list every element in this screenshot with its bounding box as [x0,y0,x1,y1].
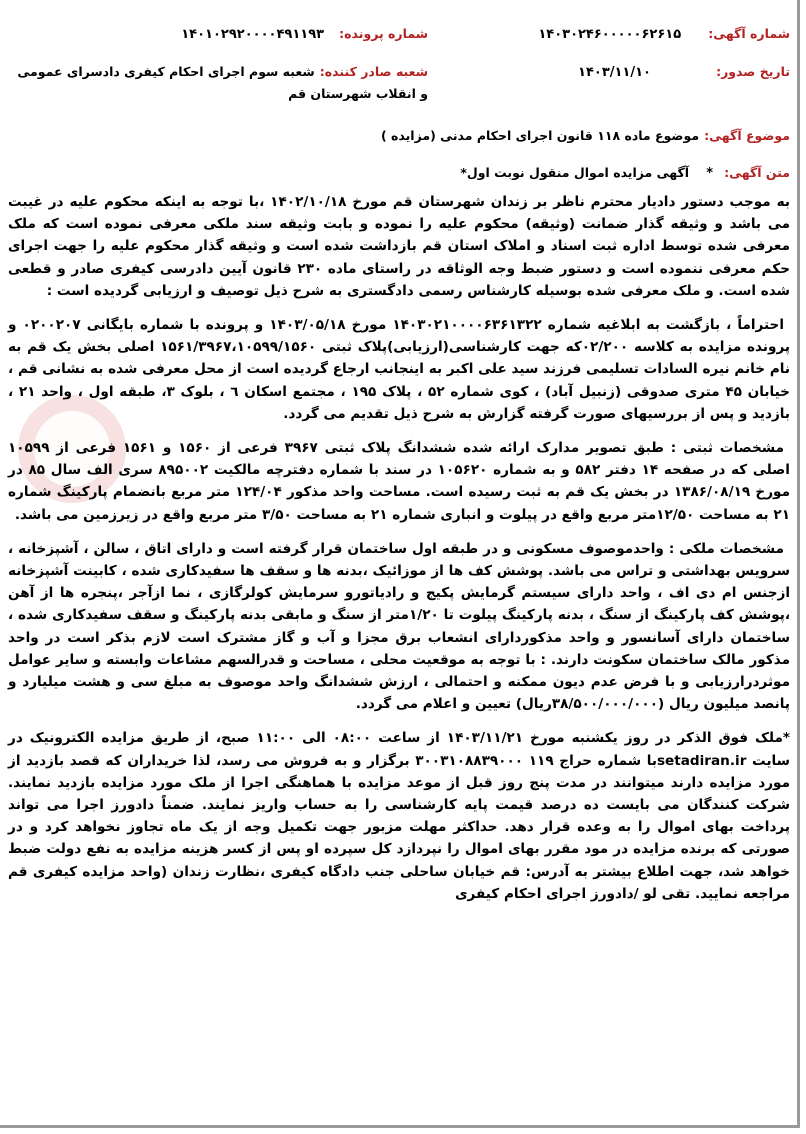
paragraph-5: *ملک فوق الذکر در روز یکشنبه مورخ ۱۴۰۳/۱۱/۲۱ از ساعت ۰۸:۰۰ الی ۱۱:۰۰ صبح، از طریق مزایده الکترونیک در سایت setadiran.irبا شماره حراج ۱۱۹ ۳۰۰۳۱۰۸۸۳۹۰۰۰ برگزار و به فروش می رسد، لذا خریداران که قصد بازدید از مورد مزایده دارند میتوانند در مدت پنج روز قبل از موعد مزایده با هماهنگی اجرا از ملک مورد مزایده بازدید نمایند. شرکت کنندگان می بایست ده درصد قیمت پایه کارشناسی را به حساب واریز نمایند. ضمناً دادورز اجرا می تواند پرداخت بهای اموال را به وعده قرار دهد. حداکثر مهلت مزبور جهت تکمیل وجه از یک ماه تجاوز نخواهد کرد و در صورتی که برنده مزایده در مود مقرر بهای اموال را نپردازد کل سپرده او پس از کسر هزینه مزایده به نفع دولت ضبط خواهد شد، جهت اطلاع بیشتر به آدرس: قم خیابان ساحلی جنب دادگاه کیفری ،نظارت زندان (واحد مزایده کیفری قم مراجعه نمایید. تقی لو /دادورز اجرای احکام کیفری [8,730,791,902]
issuer-value: شعبه سوم اجرای احکام کیفری دادسرای عمومی و انقلاب شهرستان قم [17,64,428,101]
ad-number-label: شماره آگهی: [708,26,790,41]
subject-label: موضوع آگهی: [704,128,790,143]
body-title-row [8,161,790,185]
header-right [450,22,790,98]
case-number-value: ۱۴۰۱۰۲۹۲۰۰۰۰۴۹۱۱۹۳ [181,27,325,42]
issue-date-label: تاریخ صدور: [716,64,790,79]
header [8,22,790,118]
paragraph-1: به موجب دستور دادیار محترم ناظر بر زندان شهرستان قم مورخ ۱۴۰۲/۱۰/۱۸ ،با توجه به اینکه محکوم علیه در غیبت می باشد و وثیقه گذار ضمانت (وثیقه) محکوم علیه را نموده و بابت وثیقه سند ملکی معرفی نموده است که ملک معرفی شده توسط اداره ثبت اسناد و املاک استان قم بازداشت شده است و وثیقه گذار محکوم علیه را جهت اجرای حکم معرفی ننموده است و دستور ضبط وجه الوثاقه در راستای ماده ۲۳۰ قانون آیین دادرسی کیفری صادر و قطعی شده است. و ملک معرفی شده بوسیله کارشناس رسمی دادگستری به شرح ذیل توصیف و ارزیابی گردیده است : [8,194,790,299]
paragraph-3: مشخصات ثبتی : طبق تصویر مدارک ارائه شده ششدانگ پلاک ثبتی ۳۹۶۷ فرعی از ۱۵۶۰ و ۱۵۶۱ فرعی از ۱۰۵۹۹ اصلی که در صفحه ۱۴ دفتر ۵۸۲ و به شماره ۱۰۵۶۲۰ در سند با شماره دفترچه مالکیت ۸۹۵۰۰۲ سری الف سال ۸۵ در مورخ ۱۳۸۶/۰۸/۱۹ در بخش یک قم به ثبت رسیده است. مساحت واحد مذکور ۱۲۴/۰۴ متر مربع بانضمام پارکینگ شماره ۲۱ به مساحت ۱۲/۵۰متر مربع واقع در پیلوت و انباری شماره ۲۱ به مساحت ۳/۵۰ متر مربع واقع در زیرزمین می باشد. [8,440,790,523]
ad-number-value: ۱۴۰۳۰۲۴۶۰۰۰۰۰۶۲۶۱۵ [538,27,682,42]
notice-document [8,22,790,905]
issuer-label: شعبه صادر کننده: [319,64,428,79]
paragraph-2: احتراماً ، بازگشت به ابلاغیه شماره ۱۴۰۳۰۲۱۰۰۰۰۶۳۶۱۳۲۲ مورخ ۱۴۰۳/۰۵/۱۸ و پرونده با شماره بایگانی ۰۲۰۰۲۰۷ و پرونده مزایده به کلاسه ۰۲/۲۰۰که جهت کارشناسی(ارزیابی)پلاک ثبتی ۱۵۶۱/۳۹۶۷،۱۰۵۹۹/۱۵۶۰ اصلی بخش یک قم به نام خانم نیره السادات تسلیمی فرزند سید علی اکبر به اینجانب ارجاع گردیده است از محل معرفی شده به نشانی قم ، خیابان ۴۵ متری صدوقی (زنبیل آباد) ، کوی شماره ۵۲ ، پلاک ۱۹۵ ، مجتمع اسکان ٦ ، بلوک ۳، طبقه اول ، واحد ۲۱ ، بازدید و پس از بررسیهای صورت گرفته گزارش به شرح ذیل تقدیم می گردد. [8,317,791,422]
body-title: آگهی مزایده اموال منقول نوبت اول* [460,165,690,180]
paragraph-4: مشخصات ملکی : واحدموصوف مسکونی و در طبقه اول ساختمان قرار گرفته است و دارای اتاق ، سالن ، آشپزخانه ، سرویس بهداشتی و تراس می باشد. پوشش کف ها از موزائیک ،بدنه ها و سقف ها سفیدکاری شده ، کابینت آشپزخانه ازجنس ام دی اف ، واحد دارای سیستم گرمایش پکیج و رادیاتورو سرمایش کولرگازی ، نما ازآجر ،پنجره ها از آهن ،پوشش کف پارکینگ از سنگ ، بدنه پارکینگ پیلوت تا ۱/۲۰متر از سنگ و مابقی بدنه پارکینگ و سقف سفیدکاری شده ، ساختمان دارای آسانسور و واحد مذکوردارای انشعاب برق مجزا و آب و گاز مشترک است لازم بذکر است در واحد مذکور مالک ساختمان سکونت دارند. : با توجه به موقعیت محلی ، مساحت و قدرالسهم مشاعات وابسته و سایر عوامل موثردرارزیابی و با فرض عدم دیون ممکنه و احتمالی ، ارزش ششدانگ واحد موصوف به مبلغ سی و هشت میلیارد و پانصد میلیون ریال (۳۸/۵۰۰/۰۰۰/۰۰۰ریال) تعیین و اعلام می گردد. [8,540,790,713]
subject-value: موضوع ماده ۱۱۸ قانون اجرای احکام مدنی (مزایده ) [380,128,700,143]
case-number-label: شماره پرونده: [339,26,428,41]
bullet-star-icon: * [706,166,713,181]
body-label: متن آگهی: [724,165,790,180]
issue-date-value: ۱۴۰۳/۱۱/۱۰ [578,65,651,80]
header-left [8,22,428,118]
subject-row [8,124,790,147]
